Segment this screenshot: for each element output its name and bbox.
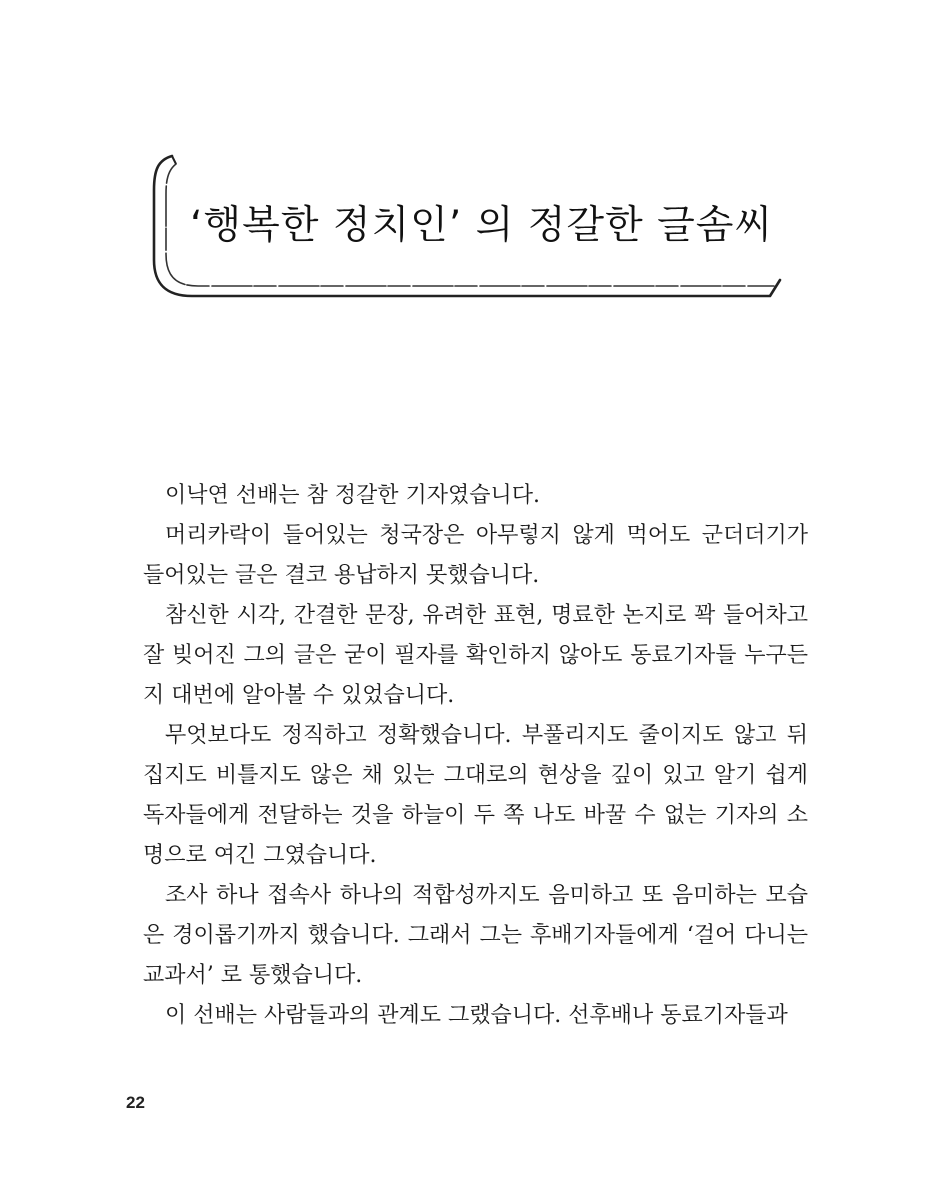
paragraph: 이 선배는 사람들과의 관계도 그랬습니다. 선후배나 동료기자들과 [165,1003,788,1028]
page-number: 22 [126,1093,145,1112]
body-text [143,476,808,1036]
paragraph: 머리카락이 들어있는 청국장은 아무렇지 않게 먹어도 군더더기가 들어있는 글은 결코 용납하지 못했습니다. [143,523,808,588]
page-title: ‘행복한 정치인’ 의 정갈한 글솜씨 [190,203,774,248]
paragraph: 이낙연 선배는 참 정갈한 기자였습니다. [165,483,540,508]
paragraph: 조사 하나 접속사 하나의 적합성까지도 음미하고 또 음미하는 모습은 경이롭기까지 했습니다. 그래서 그는 후배기자들에게 ‘걸어 다니는 교과서’ 로 통했습니다. [143,883,808,988]
paragraph: 무엇보다도 정직하고 정확했습니다. 부풀리지도 줄이지도 않고 뒤집지도 비틀지도 않은 채 있는 그대로의 현상을 깊이 있고 알기 쉽게 독자들에게 전달하는 것을 하늘이 두 쪽 나도 바꿀 수 없는 기자의 소명으로 여긴 그였습니다. [143,723,808,868]
paragraph: 참신한 시각, 간결한 문장, 유려한 표현, 명료한 논지로 꽉 들어차고 잘 빚어진 그의 글은 굳이 필자를 확인하지 않아도 동료기자들 누구든지 대번에 알아볼 수 있었습니다. [143,603,808,708]
chapter-title-frame [140,150,790,310]
